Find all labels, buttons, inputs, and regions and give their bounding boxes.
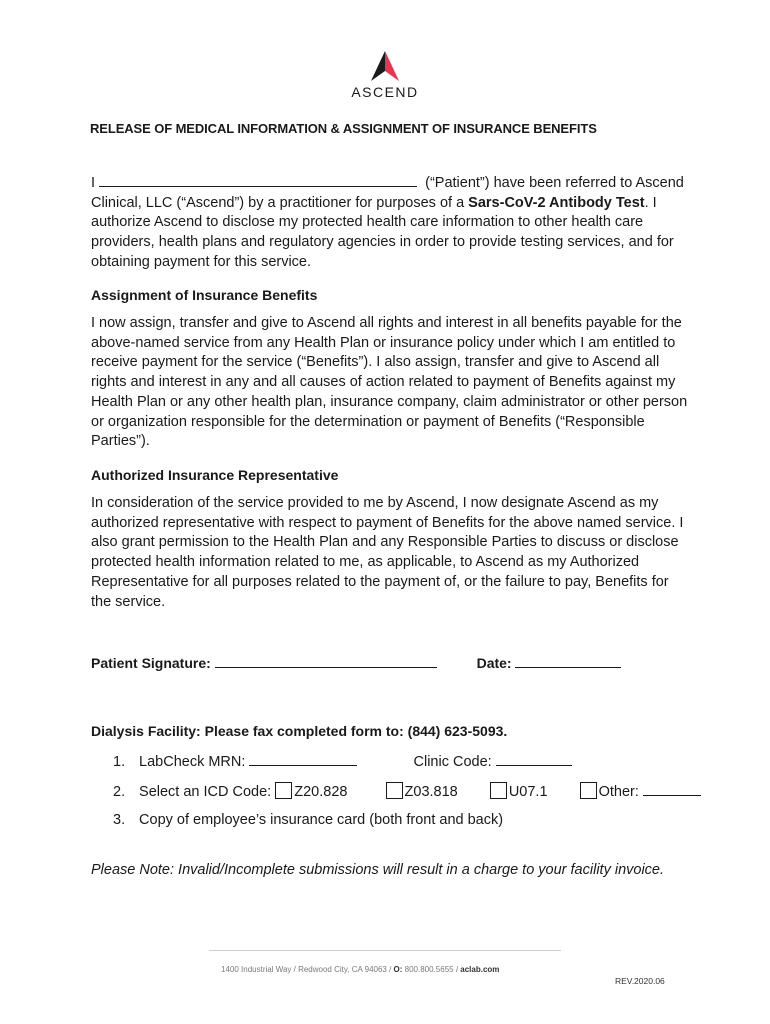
- icd-option-label: Z20.828: [294, 784, 348, 800]
- item-mrn: [113, 751, 572, 770]
- date-blank[interactable]: [515, 653, 621, 668]
- intro-prefix: I: [91, 175, 96, 191]
- icd-checkbox-other[interactable]: [580, 782, 597, 799]
- revision-code: REV.2020.06: [615, 976, 665, 986]
- footer-phone-label: O:: [393, 965, 403, 974]
- logo-wordmark: ASCEND: [351, 84, 419, 100]
- patient-name-blank[interactable]: [99, 172, 417, 187]
- intro-paragraph: [91, 172, 691, 273]
- date-label: Date:: [476, 655, 512, 671]
- footer: [221, 965, 499, 974]
- note: Please Note: Invalid/Incomplete submissions will result in a charge to your facility invoice.: [91, 862, 665, 878]
- footer-address: 1400 Industrial Way / Redwood City, CA 94063 /: [221, 965, 394, 974]
- assignment-body: I now assign, transfer and give to Ascend all rights and interest in all benefits payable for the above-named service from any Health Plan or insurance policy under which I am entitled to receive payment for the service (“Benefits”). I also assign, transfer and give to Ascend all rights and interest in any and all causes of action related to payment of Benefits against my Health Plan or any other health plan, insurance company, claim administrator or other person or organization responsible for the determination or payment of Benefits (“Responsible Parties”).: [91, 315, 688, 450]
- footer-phone: 800.800.5655 /: [402, 965, 461, 974]
- representative-body: In consideration of the service provided to me by Ascend, I now designate Ascend as my authorized representative with respect to payment of Benefits for the above named service. I also grant permission to the Health Plan and any Responsible Parties to discuss or disclose protected health information related to me, as applicable, to Ascend as my Authorized Representative for all purposes related to the payment of, or the failure to pay, Benefits for the service.: [91, 495, 684, 610]
- mrn-blank[interactable]: [249, 751, 357, 766]
- icd-label: Select an ICD Code:: [139, 784, 272, 800]
- footer-website: aclab.com: [460, 965, 500, 974]
- ascend-logo-icon: [368, 50, 402, 82]
- icd-other-blank[interactable]: [643, 781, 701, 796]
- item-number: 3.: [113, 812, 126, 828]
- icd-checkbox-u071[interactable]: [490, 782, 507, 799]
- clinic-code-label: Clinic Code:: [413, 754, 492, 770]
- patient-signature-blank[interactable]: [215, 653, 437, 668]
- icd-option-label: U07.1: [508, 784, 548, 800]
- insurance-card-text: Copy of employee’s insurance card (both front and back): [139, 812, 504, 828]
- icd-option-label: Z03.818: [404, 784, 458, 800]
- representative-heading: Authorized Insurance Representative: [91, 467, 339, 483]
- clinic-code-blank[interactable]: [496, 751, 572, 766]
- icd-checkbox-z20828[interactable]: [275, 782, 292, 799]
- patient-signature-label: Patient Signature:: [91, 655, 211, 671]
- assignment-heading: Assignment of Insurance Benefits: [91, 287, 318, 303]
- icd-option-label: Other:: [598, 784, 639, 800]
- intro-text: (“Patient”) have been referred to Ascend Clinical, LLC (“Ascend”) by a practitioner for purposes of a: [91, 175, 684, 211]
- mrn-label: LabCheck MRN:: [139, 754, 246, 770]
- item-number: 2.: [113, 784, 126, 800]
- test-name: Sars-CoV-2 Antibody Test: [468, 194, 645, 211]
- item-number: 1.: [113, 754, 126, 770]
- footer-divider: [209, 950, 561, 951]
- item-icd: [113, 781, 701, 800]
- signature-row: [91, 653, 657, 671]
- document-title: RELEASE OF MEDICAL INFORMATION & ASSIGNMENT OF INSURANCE BENEFITS: [90, 121, 597, 136]
- item-insurance-card: [113, 812, 503, 828]
- dialysis-heading: Dialysis Facility: Please fax completed form to: (844) 623-5093.: [91, 723, 508, 739]
- icd-checkbox-z03818[interactable]: [386, 782, 403, 799]
- ascend-logo: [345, 50, 425, 102]
- intro-rest: . I authorize Ascend to disclose my protected health care information to other health care providers, health plans and regulatory agencies in order to provide testing services, and for obtaining payment for this service.: [91, 194, 674, 270]
